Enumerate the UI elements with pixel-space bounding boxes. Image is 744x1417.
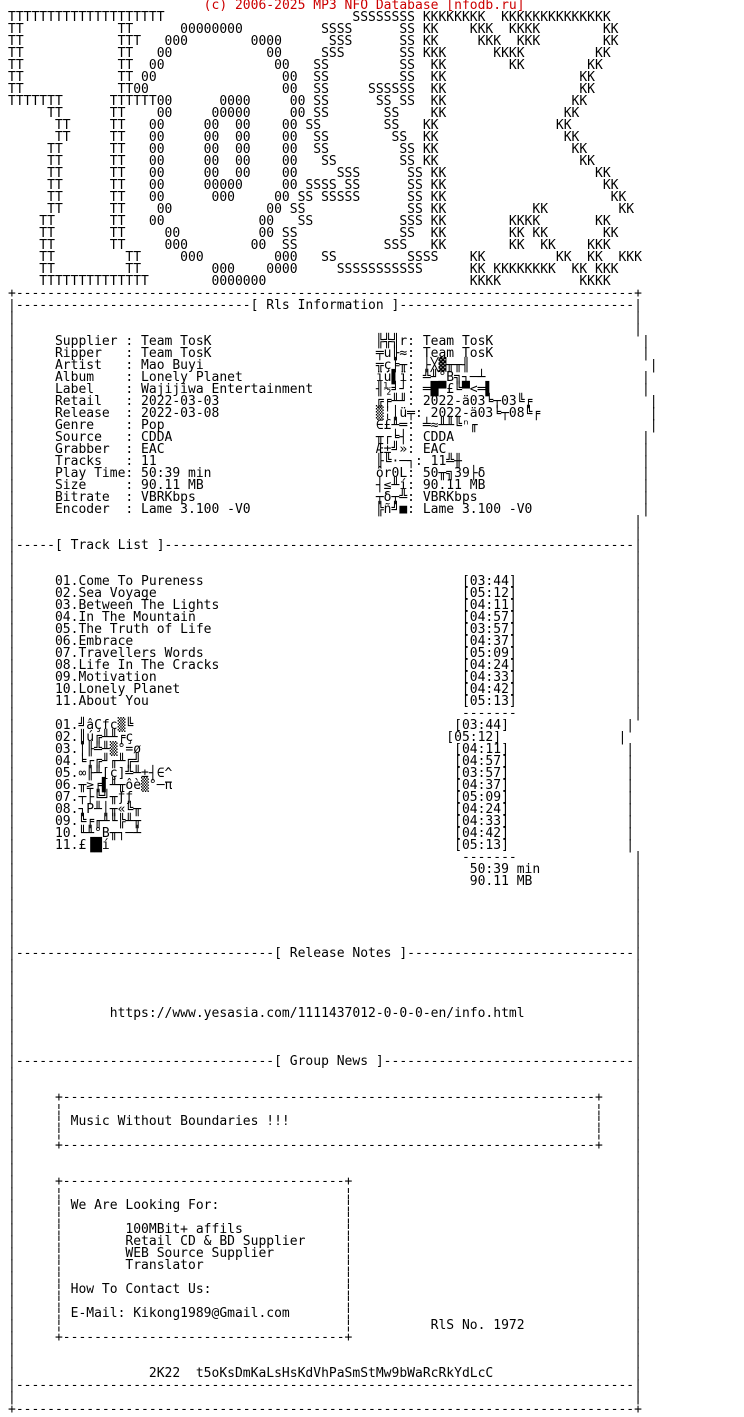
nfo-line: | 08.Life In The Cracks [04:24] | xyxy=(8,658,642,673)
nfo-line: TT TTT 000 0000 SSS SS KK KKK KKK KK xyxy=(8,34,619,49)
nfo-line: | 05.The Truth of Life [03:57] | xyxy=(8,622,642,637)
nfo-line: TT TT 00 00 00 00 SS SS KK KK xyxy=(8,118,572,133)
nfo-line: | | xyxy=(8,1162,642,1177)
nfo-line: | 05.∞╟╨[ç]╩╨±┤∈^ [03:57] | xyxy=(8,766,635,781)
nfo-line: | Source : CDDA ╥┌╘┤: CDDA | xyxy=(8,430,650,445)
nfo-line: | 04.╘┌╔╜╓╨╔╝ [04:57] | xyxy=(8,754,635,769)
nfo-line: | Retail : 2022-03-03 ╔╒╨╜: 2022-ä03╘┬03╚╒ | xyxy=(8,394,658,409)
nfo-line: | | xyxy=(8,1018,642,1033)
nfo-line: | | xyxy=(8,910,642,925)
nfo-line: | | xyxy=(8,934,642,949)
nfo-line: +-------------------------------------------------------------------------------+ xyxy=(8,1402,642,1417)
nfodb-credit-link[interactable]: (c) 2006-2025 MP3 NFO Database [nfodb.ru] xyxy=(203,0,525,13)
nfo-line: | 01.╝âÇfc▒╚ [03:44] | xyxy=(8,718,635,733)
nfo-line: | 08.┐P╨│╥«╚╥ [04:24] | xyxy=(8,802,635,817)
nfo-line: | 03.│╟╩╨▒°=ø [04:11] | xyxy=(8,742,635,757)
nfo-line: | ¦ We Are Looking For: ¦ | xyxy=(8,1198,642,1213)
nfo-line: | Supplier : Team TosK ╠╬╣r: Team TosK | xyxy=(8,334,650,349)
nfo-line: | ¦ Retail CD & BD Supplier ¦ | xyxy=(8,1234,642,1249)
nfo-line: TT TT 000 00 SS SSS KK KK KK KKK xyxy=(8,238,611,253)
nfo-line: | ¦ Music Without Boundaries !!! ¦ | xyxy=(8,1114,642,1129)
nfo-line: | ¦ How To Contact Us: ¦ | xyxy=(8,1282,642,1297)
nfo-line: | ¦ Translator ¦ | xyxy=(8,1258,642,1273)
nfo-body xyxy=(8,12,658,1416)
nfo-line: | Tracks : 11 ╟╚·─┐: 11╩╫ | xyxy=(8,454,650,469)
nfo-line: | ------- | xyxy=(8,850,642,865)
nfo-line: | 02.║ú╔╨╨╒ç [05:12] | xyxy=(8,730,627,745)
nfo-line: |-------------------------------------------------------------------------------| xyxy=(8,1378,642,1393)
nfo-line: TT TT 00 00 SS SS KK KK KK xyxy=(8,202,635,217)
nfo-line: | | xyxy=(8,1342,642,1357)
nfo-line: TT TT 00 00 SS SS KK KK KK KK xyxy=(8,226,619,241)
nfo-line: | Bitrate : VBRKbps ┬δ┬╩: VBRKbps | xyxy=(8,490,650,505)
nfo-line: | Size : 90.11 MB ┤≤╨í: 90.11 MB | xyxy=(8,478,650,493)
nfo-line: | ¦ ¦ RlS No. 1972 | xyxy=(8,1318,642,1333)
nfo-line: TT TT 00 00 00 00 SS SS KK KK xyxy=(8,130,580,145)
nfo-line: | | xyxy=(8,970,642,985)
nfo-line: | +------------------------------------+ | xyxy=(8,1174,642,1189)
nfo-line: | 01.Come To Pureness [03:44] | xyxy=(8,574,642,589)
nfo-line: | 06.Embrace [04:37] | xyxy=(8,634,642,649)
nfo-line: | 2K22 t5oKsDmKaLsHsKdVhPaSmStMw9bWaRcRkYdLcC | xyxy=(8,1366,642,1381)
nfo-line: | +--------------------------------------------------------------------+ | xyxy=(8,1138,642,1153)
nfo-line: TT TT 00 00 00 00 SSS SS KK KK xyxy=(8,166,611,181)
nfo-line: | | xyxy=(8,1150,642,1165)
nfo-line: | ¦ 100MBit+ affils ¦ | xyxy=(8,1222,642,1237)
nfo-line: | | xyxy=(8,310,642,325)
nfo-line: | +------------------------------------+ | xyxy=(8,1330,642,1345)
nfo-document xyxy=(8,0,658,1416)
nfo-line: | | xyxy=(8,886,642,901)
nfo-line[interactable]: | https://www.yesasia.com/1111437012-0-0-0-en/info.html | xyxy=(8,1006,642,1021)
nfo-line: | 10.Lonely Planet [04:42] | xyxy=(8,682,642,697)
nfo-line: | 03.Between The Lights [04:11] | xyxy=(8,598,642,613)
nfo-line: | Release : 2022-03-08 ▒╎│ü╤: 2022-ä03╘┬08╚╒ | xyxy=(8,406,658,421)
nfo-line: | | xyxy=(8,526,642,541)
nfo-line: +-------------------------------------------------------------------------------+ xyxy=(8,286,642,301)
nfo-line: | | xyxy=(8,514,642,529)
nfo-line: | | xyxy=(8,1030,642,1045)
nfo-line: | ¦ ¦ | xyxy=(8,1210,642,1225)
nfo-line: | ¦ E-Mail: Kikong1989@Gmail.com ¦ | xyxy=(8,1306,642,1321)
nfo-line: |---------------------------------[ Group News ]--------------------------------| xyxy=(8,1054,642,1069)
nfo-line: | ¦ ¦ | xyxy=(8,1126,642,1141)
nfo-line: TTTTTTTTTTTTTTTTTTTT SSSSSSSS KKKKKKKK KKKKKKKKKKKKKK xyxy=(8,10,611,25)
nfo-line: | Artist : Mao Buyi ╦ç╞╥: ├╳▓╥╥╢ | xyxy=(8,358,658,373)
nfo-line: TT TT 000 000 SS SSSS KK KK KK KKK xyxy=(8,250,642,265)
nfo-line: | ¦ WEB Source Supplier ¦ | xyxy=(8,1246,642,1261)
nfo-line: | | xyxy=(8,1078,642,1093)
nfo-line: TTTTTTTTTTTTTT 0000000 KKKK KKKK xyxy=(8,274,611,289)
nfo-line: | 04.In The Mountain [04:57] | xyxy=(8,610,642,625)
nfo-line: TT TT 00 00000 00 SSSS SS SS KK KK xyxy=(8,178,619,193)
nfo-line: TT TT 00 00 SS SS KK KK xyxy=(8,70,595,85)
nfo-line: TT TT 00 00 SS SSS KK KKKK KK xyxy=(8,214,611,229)
nfo-line: | | xyxy=(8,1042,642,1057)
nfo-line: | Ripper : Team TosK ╤u╟≈: Team TosK | xyxy=(8,346,650,361)
nfo-line: | Album : Lonely Planet ïú▌ï: ╩╜°B╗┐─┴ | xyxy=(8,370,650,385)
nfo-line: | Play Time: 50:39 min ôr0L: 50╥╗39├δ | xyxy=(8,466,650,481)
nfo-line: | | xyxy=(8,898,642,913)
nfo-line: | | xyxy=(8,1354,642,1369)
nfo-line: | +--------------------------------------------------------------------+ | xyxy=(8,1090,642,1105)
nfo-line: | 06.╥≥╒▌╨╥ôè▒°─π [04:37] | xyxy=(8,778,635,793)
nfo-line: TT TT 00 000 00 SS SSSSS SS KK KK xyxy=(8,190,627,205)
nfo-line: | | xyxy=(8,922,642,937)
nfo-line: | | xyxy=(8,982,642,997)
nfo-line: | 09.╚╒╓╨╙╠╨╥ [04:33] | xyxy=(8,814,635,829)
nfo-line: | ------- | xyxy=(8,706,642,721)
nfo-line: | 09.Motivation [04:33] | xyxy=(8,670,642,685)
nfo-line: | ¦ ¦ | xyxy=(8,1102,642,1117)
nfo-line: |-----[ Track List ]------------------------------------------------------------| xyxy=(8,538,642,553)
nfo-line: | 11.£▐█í [05:13] | xyxy=(8,838,635,853)
nfo-line: | | xyxy=(8,550,642,565)
nfo-line: |------------------------------[ Rls Information ]------------------------------| xyxy=(8,298,642,313)
nfo-line: TT TT 00 00 SSS SS KKK KKKK KK xyxy=(8,46,611,61)
nfo-line: |---------------------------------[ Release Notes ]-----------------------------| xyxy=(8,946,642,961)
nfo-line: | | xyxy=(8,322,642,337)
nfo-line: TT TT 00 00 00 00 SS SS KK KK xyxy=(8,154,595,169)
nfo-line: | ¦ ¦ | xyxy=(8,1186,642,1201)
nfo-line: | 10.╙╨°B╥┐─┴ [04:42] | xyxy=(8,826,635,841)
nfo-line: | 07.┬├╚╝╥ƒƒ [05:09] | xyxy=(8,790,635,805)
nfo-line: TT TT 00 00000 00 SS SS KK KK xyxy=(8,106,580,121)
nfo-line: | Genre : Pop ∈£╨═: ╧≈╨╨╚ⁿ╓ | xyxy=(8,418,658,433)
nfo-line: | | xyxy=(8,1390,642,1405)
nfo-line: TT TT00 00 SS SSSSSS KK KK xyxy=(8,82,595,97)
nfo-line: | | xyxy=(8,562,642,577)
nfo-line: | 50:39 min | xyxy=(8,862,642,877)
nfo-line: | ¦ ¦ | xyxy=(8,1294,642,1309)
nfo-line: TT TT 00000000 SSSS SS KK KKK KKKK KK xyxy=(8,22,619,37)
nfo-line: | ¦ ¦ | xyxy=(8,1270,642,1285)
nfo-line: | 90.11 MB | xyxy=(8,874,642,889)
nfo-line: | Label : Wajijiwa Entertainment ╢½╛┘: ═█▀£╚▀<═▌ | xyxy=(8,382,650,397)
nfo-line: | 07.Travellers Words [05:09] | xyxy=(8,646,642,661)
nfo-line: | Grabber : EAC Æ±╝»: EAC | xyxy=(8,442,650,457)
nfo-line: TT TT 000 0000 SSSSSSSSSSS KK KKKKKKKK KK KKK xyxy=(8,262,619,277)
nfo-line: | | xyxy=(8,958,642,973)
nfo-line: | | xyxy=(8,994,642,1009)
nfo-line: TT TT 00 00 SS SS KK KK KK xyxy=(8,58,603,73)
nfo-line: TTTTTTT TTTTTT00 0000 00 SS SS SS KK KK xyxy=(8,94,588,109)
nfo-line: | 11.About You [05:13] | xyxy=(8,694,642,709)
nfo-line: | Encoder : Lame 3.100 -V0 ╠ñ╝■: Lame 3.100 -V0 | xyxy=(8,502,650,517)
nfo-line: TT TT 00 00 00 00 SS SS KK KK xyxy=(8,142,588,157)
nfo-line: | | xyxy=(8,1066,642,1081)
nfo-line: | 02.Sea Voyage [05:12] | xyxy=(8,586,642,601)
